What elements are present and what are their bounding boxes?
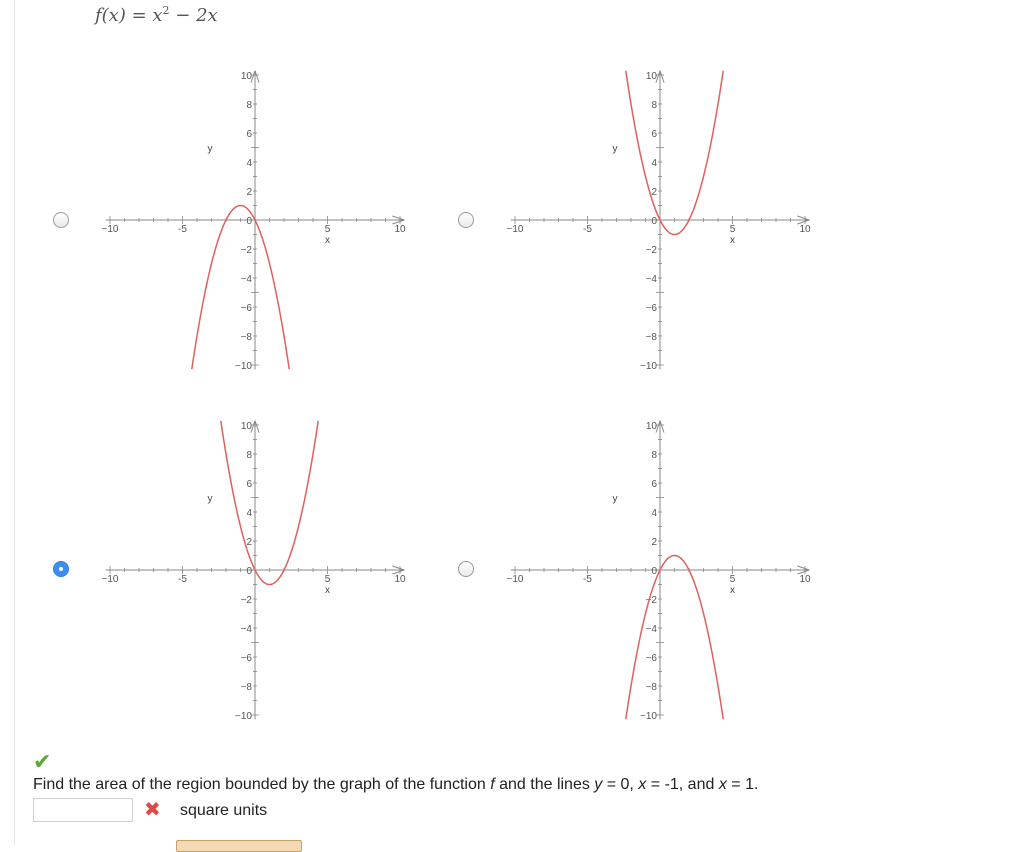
- choice-radio-b[interactable]: [458, 212, 474, 228]
- x-tick-label: 5: [729, 224, 736, 235]
- y-axis-label: y: [207, 143, 213, 155]
- y-tick-label: 4: [246, 158, 252, 169]
- y-tick-label: 10: [645, 71, 657, 82]
- y-tick-label: 2: [651, 537, 657, 548]
- x-tick-label: 10: [394, 574, 406, 585]
- x-tick-label: −10: [101, 224, 119, 235]
- function-curve: [192, 206, 289, 370]
- x-tick-label: −10: [506, 574, 524, 585]
- function-curve: [626, 71, 723, 235]
- x-tick-label: 10: [394, 224, 406, 235]
- y-tick-label: −2: [240, 245, 252, 256]
- y-axis-label: y: [612, 143, 618, 155]
- y-tick-label: 8: [246, 450, 252, 461]
- y-tick-label: −4: [645, 624, 657, 635]
- choice-radio-a[interactable]: [53, 212, 69, 228]
- units-label: square units: [180, 802, 268, 819]
- y-tick-label: −8: [645, 332, 657, 343]
- graph-choice-b: [505, 55, 835, 385]
- left-border: [14, 0, 15, 845]
- y-tick-label: −10: [235, 361, 252, 372]
- graph-choice-d: [505, 405, 835, 735]
- y-axis-label: y: [207, 493, 213, 505]
- y-tick-label: −8: [240, 332, 252, 343]
- x-tick-label: 10: [799, 224, 811, 235]
- x-axis-label: x: [325, 585, 330, 596]
- y-tick-label: 10: [645, 421, 657, 432]
- y-tick-label: −4: [240, 624, 252, 635]
- y-tick-label: −10: [235, 711, 252, 722]
- y-tick-label: 2: [246, 537, 252, 548]
- submit-button[interactable]: [176, 840, 302, 852]
- y-tick-label: 6: [651, 479, 657, 490]
- y-tick-label: −4: [645, 274, 657, 285]
- x-tick-label: -5: [178, 224, 187, 235]
- x-tick-label: -5: [583, 224, 592, 235]
- x-axis-label: x: [325, 235, 330, 246]
- checkmark-icon: ✔: [33, 749, 52, 774]
- y-tick-label: 2: [651, 187, 657, 198]
- answer-input[interactable]: [33, 798, 133, 822]
- choice-radio-c[interactable]: [53, 561, 69, 577]
- y-tick-label: 8: [246, 100, 252, 111]
- x-tick-label: −10: [506, 224, 524, 235]
- y-tick-label: 4: [651, 158, 657, 169]
- x-tick-label: 5: [729, 574, 736, 585]
- y-tick-label: 6: [651, 129, 657, 140]
- y-tick-label: −4: [240, 274, 252, 285]
- y-tick-label: 0: [651, 566, 657, 577]
- y-tick-label: −6: [645, 303, 657, 314]
- y-tick-label: 6: [246, 129, 252, 140]
- y-tick-label: 10: [240, 71, 252, 82]
- function-formula: $f(x) = x^2 - 2x$: [95, 4, 218, 26]
- y-tick-label: 0: [246, 566, 252, 577]
- y-tick-label: 4: [651, 508, 657, 519]
- y-tick-label: −10: [640, 711, 657, 722]
- y-tick-label: −8: [240, 682, 252, 693]
- y-tick-label: 10: [240, 421, 252, 432]
- y-tick-label: −6: [645, 653, 657, 664]
- x-axis-label: x: [730, 235, 735, 246]
- x-tick-label: −10: [101, 574, 119, 585]
- choice-radio-d[interactable]: [458, 561, 474, 577]
- x-tick-label: -5: [178, 574, 187, 585]
- x-mark-icon: ✖: [144, 799, 161, 821]
- graph-choice-a: [100, 55, 430, 385]
- graph-choice-c: [100, 405, 430, 735]
- y-tick-label: −2: [645, 595, 657, 606]
- y-tick-label: −2: [645, 245, 657, 256]
- y-tick-label: 8: [651, 450, 657, 461]
- function-curve: [626, 556, 723, 720]
- x-tick-label: 5: [324, 224, 331, 235]
- y-tick-label: 0: [246, 216, 252, 227]
- x-axis-label: x: [730, 585, 735, 596]
- y-tick-label: −6: [240, 653, 252, 664]
- y-tick-label: −6: [240, 303, 252, 314]
- y-tick-label: 8: [651, 100, 657, 111]
- y-tick-label: 6: [246, 479, 252, 490]
- y-tick-label: −10: [640, 361, 657, 372]
- y-tick-label: −2: [240, 595, 252, 606]
- y-tick-label: −8: [645, 682, 657, 693]
- x-tick-label: -5: [583, 574, 592, 585]
- y-tick-label: 2: [246, 187, 252, 198]
- y-tick-label: 4: [246, 508, 252, 519]
- function-curve: [221, 421, 318, 585]
- x-tick-label: 5: [324, 574, 331, 585]
- y-axis-label: y: [612, 493, 618, 505]
- x-tick-label: 10: [799, 574, 811, 585]
- y-tick-label: 0: [651, 216, 657, 227]
- question-text: Find the area of the region bounded by the graph of the function f and the lines y = 0, x = -1, and x = 1.: [33, 776, 759, 793]
